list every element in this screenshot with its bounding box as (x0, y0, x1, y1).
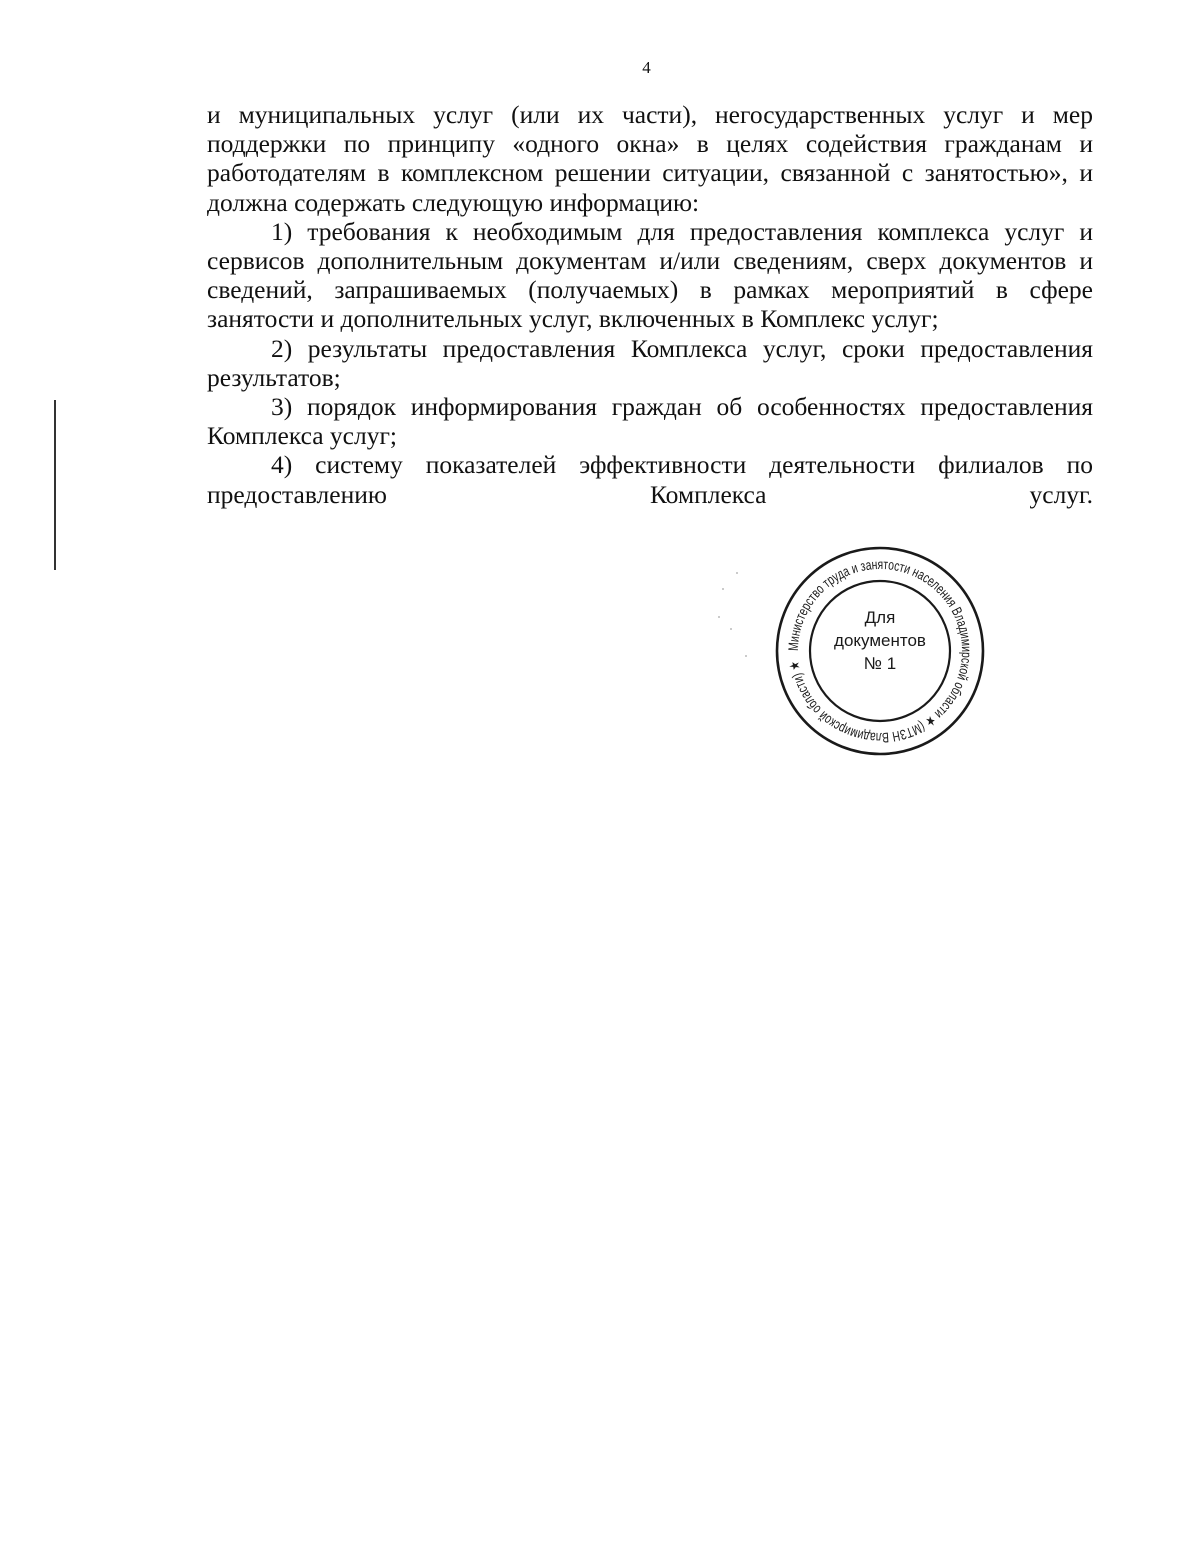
scan-speck (730, 628, 732, 630)
paragraph-intro: и муниципальных услуг (или их части), негосударственных услуг и мер поддержки по принципу «одного окна» в целях содействия гражданам и работодателям в комплексном решении ситуации, связанной с занятостью», и должна содержать следующую информацию: (207, 100, 1093, 217)
scan-speck (718, 616, 720, 618)
paragraph-item-4: 4) систему показателей эффективности деятельности филиалов по предоставлению Комплекса услуг. (207, 450, 1093, 509)
scan-speck (722, 588, 724, 590)
stamp-outer-ring (777, 548, 983, 754)
official-stamp (774, 545, 986, 757)
page-number: 4 (642, 58, 651, 77)
stamp-center-line-1: Для (864, 608, 896, 627)
scan-speck (736, 572, 738, 574)
stamp-center-line-3: № 1 (863, 654, 897, 673)
stamp-inner-ring (810, 581, 950, 721)
document-body (207, 100, 1093, 509)
paragraph-item-2: 2) результаты предоставления Комплекса услуг, сроки предоставления результатов; (207, 333, 1093, 392)
paragraph-item-1: 1) требования к необходимым для предоставления комплекса услуг и сервисов дополнительным документам и/или сведениям, сверх документов и сведений, запрашиваемых (получаемых) в рамках мероприятий в сфере занятости и дополнительных услуг, включенных в Комплекс услуг; (207, 216, 1093, 334)
scan-speck (745, 655, 747, 657)
paragraph-item-3: 3) порядок информирования граждан об особенностях предоставления Комплекса услуг; (207, 392, 1093, 451)
margin-scan-line (54, 400, 56, 570)
stamp-center-line-2: документов (834, 631, 926, 650)
stamp-ring-text: Министерство труда и занятости населения Владимирской области ★ (МТЗН Владимирской области) ★ (784, 555, 976, 747)
